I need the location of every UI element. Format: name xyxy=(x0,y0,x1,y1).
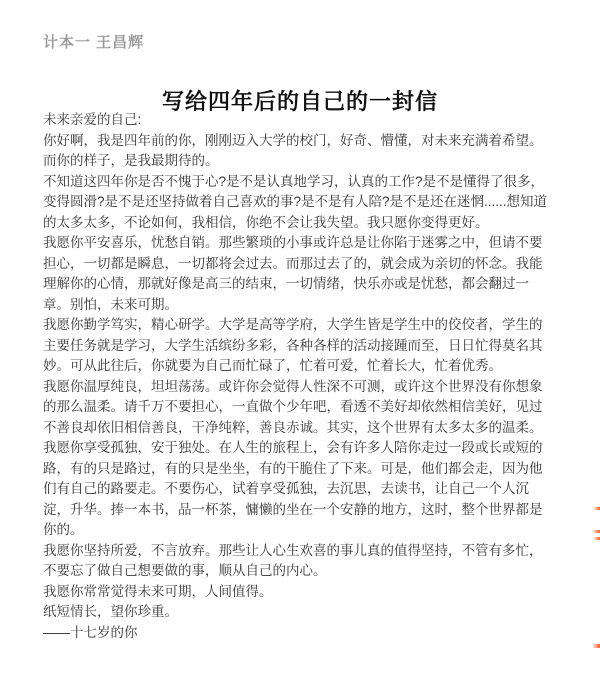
letter-line: 纸短情长，望你珍重。 xyxy=(43,604,178,619)
red-edge-mark xyxy=(592,644,600,648)
letter-body xyxy=(43,110,557,643)
letter-line: 不知道这四年你是否不愧于心?是不是认真地学习，认真的工作?是不是懂得了很多， xyxy=(43,173,545,189)
letter-line: 们有自己的路要走。不要伤心，试着享受孤独，去沉思，去读书，让自己一个人沉 xyxy=(43,481,529,496)
letter-line: 我愿你温厚纯良，坦坦荡荡。或许你会觉得人性深不可测，或许这个世界没有你想象 xyxy=(43,378,543,394)
letter-line: 我愿你常常觉得未来可期，人间值得。 xyxy=(43,583,273,599)
letter-line: ——十七岁的你 xyxy=(43,624,138,640)
letter-line: 变得圆滑?是不是还坚持做着自己喜欢的事?是不是有人陪?是不是还在迷惘......想知道 xyxy=(43,194,548,209)
author-line: 计本一 王昌辉 xyxy=(43,34,145,51)
letter-title: 写给四年后的自己的一封信 xyxy=(161,89,438,114)
letter-line: 不善良却依旧相信善良，干净纯粹，善良赤诚。其实，这个世界有太多太多的温柔。 xyxy=(43,419,543,435)
letter-line: 路，有的只是路过，有的只是坐坐，有的干脆住了下来。可是，他们都会走，因为他 xyxy=(43,460,543,476)
letter-line: 你好啊，我是四年前的你，刚刚迈入大学的校门，好奇、懵懂，对未来充满着希望。 xyxy=(43,132,543,148)
letter-line: 理解你的心情，那就好像是高三的结束，一切情绪，快乐亦或是忧愁，都会翻过一 xyxy=(43,276,529,291)
letter-line: 章。别怕，未来可期。 xyxy=(43,296,178,312)
letter-line: 的那么温柔。请千万不要担心，一直做个少年吧，看透不美好却依然相信美好，见过 xyxy=(43,399,543,414)
letter-line: 你的。 xyxy=(43,522,84,537)
letter-line: 淀，升华。捧一本书，品一杯茶，慵懒的坐在一个安静的地方，这时，整个世界都是 xyxy=(43,501,543,517)
red-edge-mark xyxy=(592,530,600,533)
letter-line: 未来亲爱的自己: xyxy=(43,112,142,127)
letter-line: 的太多太多，不论如何，我相信，你绝不会让我失望。我只愿你变得更好。 xyxy=(43,214,489,230)
letter-line: 妙。可从此往后，你就要为自己而忙碌了，忙着可爱，忙着长大，忙着优秀。 xyxy=(43,358,502,373)
letter-line: 我愿你坚持所爱，不言放弃。那些让人心生欢喜的事儿真的值得坚持，不管有多忙， xyxy=(43,542,543,558)
red-edge-mark xyxy=(593,507,600,510)
letter-line: 不要忘了做自己想要做的事，顺从自己的内心。 xyxy=(43,563,327,578)
letter-line: 我愿你平安喜乐，忧愁自销。那些繁琐的小事或许总是让你陷于迷雾之中，但请不要 xyxy=(43,235,543,250)
red-edge-mark xyxy=(593,537,600,540)
letter-line: 我愿你享受孤独，安于独处。在人生的旅程上，会有许多人陪你走过一段或长或短的 xyxy=(43,440,543,455)
letter-line: 我愿你勤学笃实，精心研学。大学是高等学府，大学生皆是学生中的佼佼者，学生的 xyxy=(43,317,543,332)
letter-line: 担心，一切都是瞬息，一切都将会过去。而那过去了的，就会成为亲切的怀念。我能 xyxy=(43,255,543,271)
letter-line: 而你的样子，是我最期待的。 xyxy=(43,153,219,168)
letter-line: 主要任务就是学习，大学生活缤纷多彩，各种各样的活动接踵而至，日日忙得莫名其 xyxy=(43,337,543,353)
